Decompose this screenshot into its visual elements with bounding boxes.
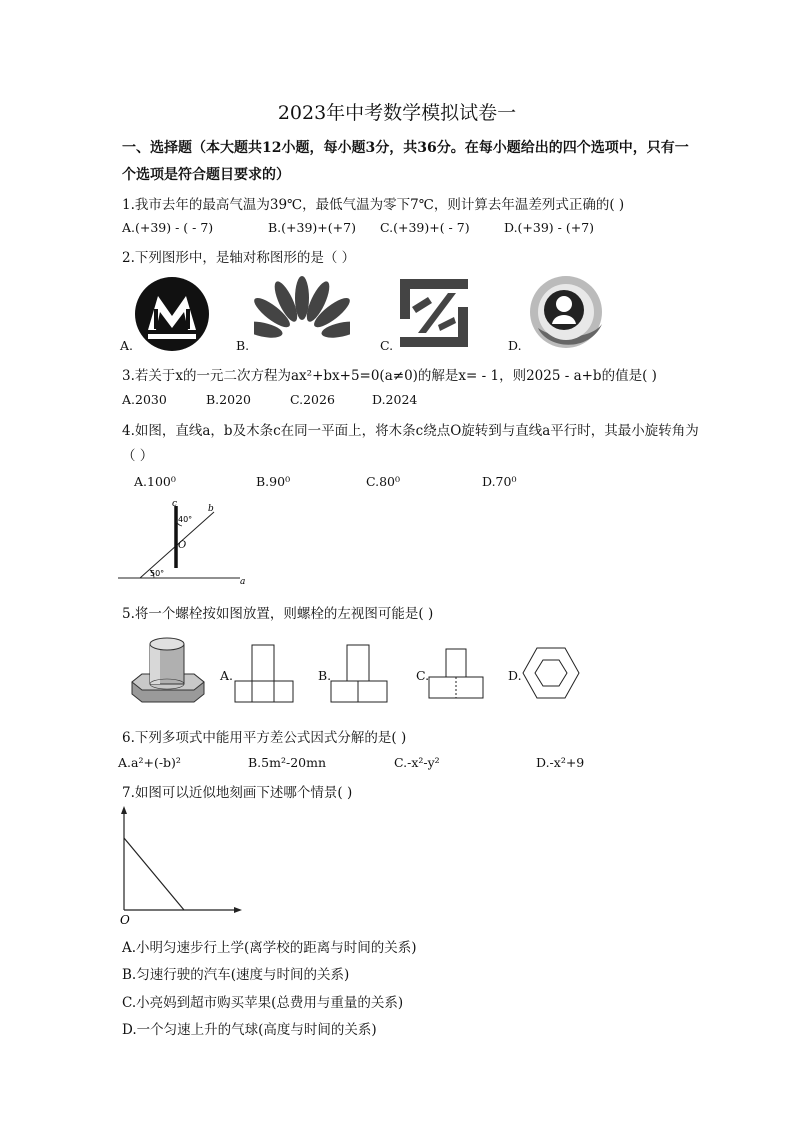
q5-stem: 5.将一个螺栓按如图放置，则螺栓的左视图可能是( ) — [122, 606, 434, 622]
q7-option-c: C.小亮妈到超市购买苹果(总费用与重量的关系) — [122, 995, 404, 1011]
q5-figure-b — [330, 644, 388, 704]
q3-stem: 3.若关于x的一元二次方程为ax²+bx+5=0(a≠0)的解是x= - 1，则2025 - a+b的值是( ) — [122, 368, 657, 384]
q1-option-d: D.(+39) - (+7) — [504, 220, 595, 235]
q4-label-a: a — [240, 577, 246, 587]
q4-label-b: b — [208, 504, 214, 514]
q2-figure-c — [398, 277, 470, 349]
q5-figure-c — [428, 648, 484, 700]
q4-angle-bottom: 50° — [150, 569, 165, 578]
q2-figure-a — [134, 276, 210, 352]
q5-label-a: A. — [220, 668, 234, 683]
q6-option-b: B.5m²-20mn — [248, 755, 327, 770]
q2-label-b: B. — [236, 338, 250, 353]
q7-origin-label: O — [120, 913, 130, 927]
q4-option-c: C.80⁰ — [366, 474, 401, 489]
page-title: 2023年中考数学模拟试卷一 — [277, 102, 517, 124]
q4-stem-line1: 4.如图，直线a，b及木条c在同一平面上，将木条c绕点O旋转到与直线a平行时，其最小旋转角为 — [122, 423, 699, 439]
q3-option-b: B.2020 — [206, 392, 251, 407]
q1-option-b: B.(+39)+(+7) — [268, 220, 356, 235]
q4-figure — [116, 498, 250, 588]
q4-stem-line2: （ ） — [122, 448, 154, 464]
q1-stem: 1.我市去年的最高气温为39℃，最低气温为零下7℃，则计算去年温差列式正确的( ) — [122, 197, 625, 213]
q7-option-d: D.一个匀速上升的气球(高度与时间的关系) — [122, 1022, 377, 1038]
q5-label-c: C. — [416, 668, 430, 683]
q2-label-d: D. — [508, 338, 522, 353]
q7-stem: 7.如图可以近似地刻画下述哪个情景( ) — [122, 785, 353, 801]
q2-stem: 2.下列图形中，是轴对称图形的是（ ） — [122, 250, 356, 266]
q6-option-d: D.-x²+9 — [536, 755, 585, 770]
q5-label-d: D. — [508, 668, 522, 683]
q7-graph — [116, 804, 246, 928]
q5-figure-a — [234, 644, 294, 704]
q4-angle-top: 40° — [178, 515, 193, 524]
q7-option-a: A.小明匀速步行上学(离学校的距离与时间的关系) — [122, 940, 417, 956]
q4-option-a: A.100⁰ — [134, 474, 176, 489]
q4-option-d: D.70⁰ — [482, 474, 517, 489]
q4-label-o: O — [178, 540, 187, 551]
q6-stem: 6.下列多项式中能用平方差公式因式分解的是( ) — [122, 730, 407, 746]
q2-figure-b — [254, 276, 350, 348]
q7-option-b: B.匀速行驶的汽车(速度与时间的关系) — [122, 967, 350, 983]
q3-option-c: C.2026 — [290, 392, 335, 407]
q6-option-c: C.-x²-y² — [394, 755, 440, 770]
section-header-line1: 一、选择题（本大题共12小题，每小题3分，共36分。在每小题给出的四个选项中，只有一 — [122, 140, 689, 156]
q1-option-c: C.(+39)+( - 7) — [380, 220, 470, 235]
q2-label-c: C. — [380, 338, 394, 353]
q5-label-b: B. — [318, 668, 332, 683]
q2-figure-d — [528, 272, 608, 352]
q1-option-a: A.(+39) - ( - 7) — [122, 220, 214, 235]
q4-option-b: B.90⁰ — [256, 474, 291, 489]
q2-label-a: A. — [120, 338, 134, 353]
q3-option-a: A.2030 — [122, 392, 167, 407]
section-header-line2: 个选项是符合题目要求的） — [122, 167, 290, 183]
q5-figure-d — [522, 646, 580, 700]
q6-option-a: A.a²+(-b)² — [118, 755, 181, 770]
q4-label-c: c — [172, 499, 178, 509]
q5-bolt-figure — [128, 632, 208, 708]
q3-option-d: D.2024 — [372, 392, 418, 407]
